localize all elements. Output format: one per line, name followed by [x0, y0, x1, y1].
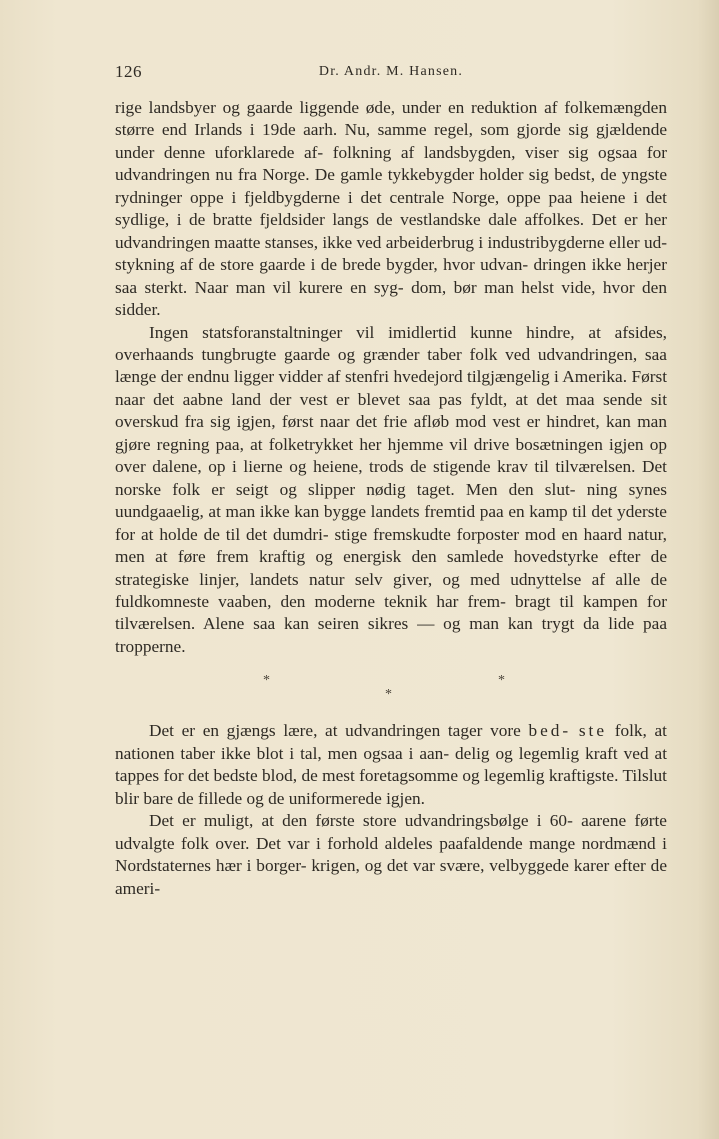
text-line: Ingen statsforanstaltninger vil imidlertid kunne hindre,	[149, 322, 575, 342]
text-line: mest foretagsomme og legemlig kraftigste. Tilslut blir bare	[115, 766, 667, 808]
asterisk-ornament: *	[263, 673, 270, 689]
text-line: norske folk er seigt og slipper nødig taget. Men den slut-	[115, 479, 576, 499]
text-line: ning synes uundgaaelig, at man ikke kan bygge landets fremtid	[115, 479, 667, 522]
text-line: bragt til kampen for tilværelsen. Alene saa kan seiren sikres	[115, 591, 667, 634]
page-header	[115, 62, 667, 86]
text-line: folk, at nationen taber ikke blot i tal, men ogsaa i aan-	[115, 721, 667, 763]
paragraph-2	[115, 322, 667, 659]
text-line: Det er muligt, at den første store udvandringsbølge i 60-	[149, 811, 573, 831]
text-line: oppe paa heiene i det sydlige, i de bratte fjeldsider langs de	[115, 187, 667, 230]
text-line: rige landsbyer og gaarde liggende øde, under en reduktion	[115, 98, 538, 117]
text-line: vestlandske dale affolkes. Det er her udvandringen maatte	[115, 210, 667, 252]
text-line: folk ved udvandringen, saa længe der endnu ligger vidder af	[115, 344, 667, 387]
text-line: at afsides, overhaands tungbrugte gaarde og grænder taber	[115, 322, 667, 364]
text-line: er hindret, kan man gjøre regning paa, at folketrykket her	[115, 412, 667, 454]
text-line: paafaldende mange nordmænd i Nordstaternes hær i borger-	[115, 833, 667, 876]
text-line: af folkemængden større end Irlands i 19de aarh. Nu, samme	[115, 98, 667, 140]
text-line: aabne land der vest er blevet saa pas fyldt, at det maa sende	[182, 389, 643, 409]
text-line: strategiske linjer, landets natur selv giver, og med udnyttelse	[115, 569, 582, 589]
text-line: nu fra Norge. De gamle tykkebygder holder sig bedst, de	[215, 165, 617, 185]
text-line: sit overskud fra sig igjen, først naar det frie afløb mod vest	[115, 389, 668, 432]
running-head: Dr. Andr. M. Hansen.	[318, 64, 464, 79]
spaced-emphasis: bed-	[528, 721, 572, 741]
body-text	[115, 97, 667, 900]
text-line: hjemme vil drive bosætningen igjen op over dalene, op i	[115, 434, 667, 477]
text-line: frem kraftig og energisk den samlede hovedstyrke efter de	[216, 547, 667, 567]
text-line: aarene førte udvalgte folk over. Det var i forhold aldeles	[115, 811, 667, 853]
text-line: af alle de fuldkomneste vaaben, den moderne teknik har frem-	[115, 569, 667, 611]
paragraph-4	[115, 810, 667, 900]
text-line: stige fremskudte forposter mod en haard natur, men at føre	[115, 524, 667, 567]
spaced-emphasis: ste	[578, 721, 608, 741]
text-line: regel, som gjorde sig gjældende under denne uforklarede af-	[115, 120, 668, 162]
text-line: delig og legemlig kraft ved at tappes for det bedste blod, de	[115, 743, 668, 786]
text-line: stykning af de store gaarde i de brede bygder, hvor udvan-	[115, 255, 529, 275]
text-line: de fillede og de uniformerede igjen.	[177, 788, 425, 808]
text-line: dom, bør man helst vide, hvor den sidder.	[115, 277, 667, 320]
text-line: paa en kamp til det yderste for at holde de til det dumdri-	[115, 502, 667, 544]
text-line: stanses, ikke ved arbeiderbrug i industribygderne eller ud-	[264, 232, 667, 252]
text-line: stenfri hvedejord tilgjængelig i Amerika. Først naar det	[115, 367, 667, 409]
text-line: — og man kan trygt da lide paa tropperne.	[115, 614, 667, 656]
section-separator	[115, 668, 667, 720]
text-line: Det er en gjængs lære, at udvandringen tager vore	[149, 721, 529, 741]
asterisk-ornament: *	[385, 687, 392, 703]
text-line: folkning af landsbygden, viser sig ogsaa for udvandringen	[115, 142, 668, 185]
text-line: dringen ikke herjer saa sterkt. Naar man vil kurere en syg-	[115, 255, 667, 297]
paragraph-3	[115, 720, 667, 810]
page-number: 126	[115, 62, 142, 81]
text-line: krigen, og det var svære, velbyggede karer efter de ameri-	[115, 856, 667, 898]
text-line: lierne og heiene, trods de stigende krav til tilværelsen. Det	[243, 457, 667, 477]
text-line: yngste rydninger oppe i fjeldbygderne i det centrale Norge,	[115, 165, 668, 207]
paragraph-1	[115, 97, 667, 322]
asterisk-ornament: *	[498, 673, 505, 689]
